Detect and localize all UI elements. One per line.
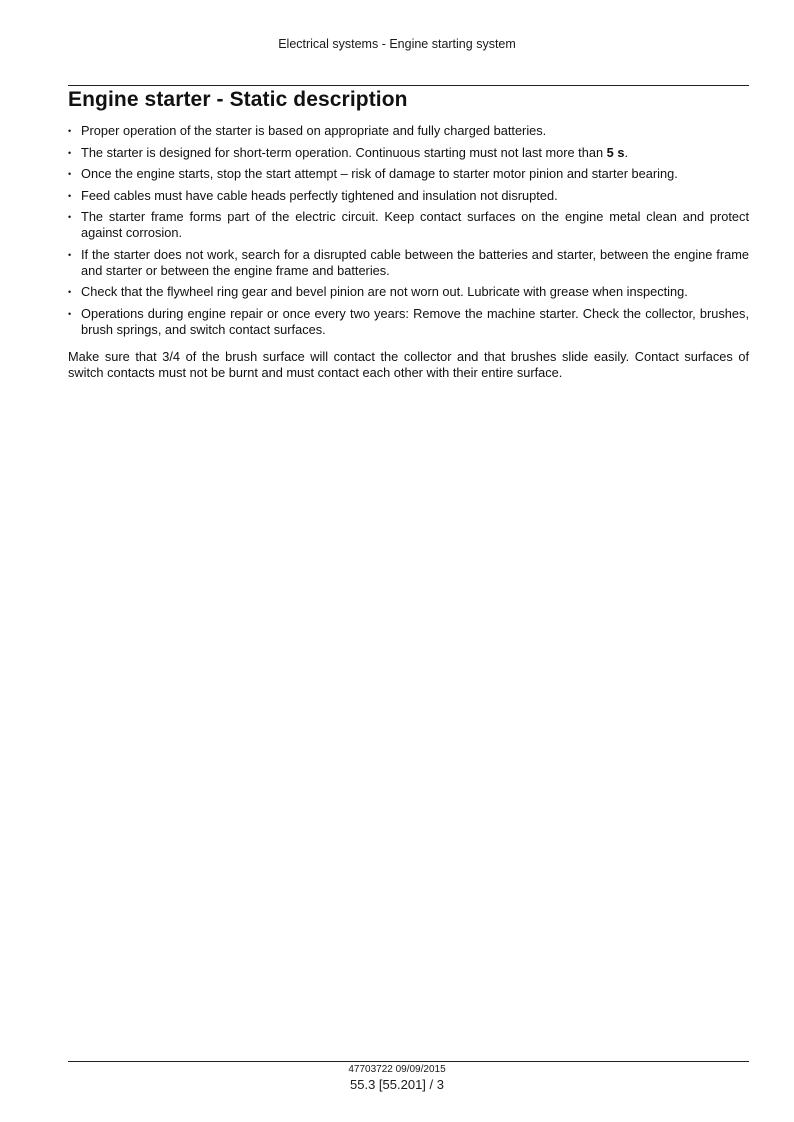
- bullet-text-end: .: [624, 144, 628, 160]
- bullet-emphasis: 5 s: [606, 144, 625, 160]
- bullet-icon: •: [68, 190, 72, 201]
- bullet-icon: •: [68, 126, 72, 136]
- bullet-item: [68, 247, 749, 279]
- bullet-icon: •: [68, 212, 72, 222]
- running-header: Electrical systems - Engine starting system: [278, 37, 516, 51]
- bullet-text: Check that the flywheel ring gear and bevel pinion are not worn out. Lubricate with grease when inspecting.: [81, 284, 688, 299]
- bullet-text: Proper operation of the starter is based on appropriate and fully charged batteries.: [81, 123, 547, 138]
- bullet-icon: •: [68, 147, 72, 158]
- bullet-text: The starter frame forms part of the electric circuit. Keep contact surfaces on the engine metal clean and protect against corrosion.: [81, 209, 749, 240]
- bullet-list: [68, 123, 749, 338]
- bullet-text: Feed cables must have cable heads perfectly tightened and insulation not disrupted.: [81, 187, 558, 203]
- body-content: [68, 123, 749, 381]
- bullet-icon: •: [68, 169, 72, 179]
- document-code: 47703722 09/09/2015: [348, 1064, 446, 1075]
- closing-paragraph: Make sure that 3/4 of the brush surface will contact the collector and that brushes slide easily. Contact surfaces of switch contacts must not be burnt and must contact each other with their entire surface.: [68, 348, 749, 380]
- bullet-text: Once the engine starts, stop the start attempt – risk of damage to starter motor pinion and starter bearing.: [81, 166, 678, 181]
- bullet-item: [68, 209, 749, 241]
- page-number: 55.3 [55.201] / 3: [350, 1077, 444, 1092]
- bullet-icon: •: [68, 287, 72, 297]
- footer-divider: [68, 1061, 749, 1062]
- bullet-item: [68, 188, 749, 204]
- bullet-item: [68, 306, 749, 338]
- bullet-item: [68, 284, 749, 300]
- bullet-item: [68, 123, 749, 139]
- bullet-text: If the starter does not work, search for a disrupted cable between the batteries and starter, between the engine frame and starter or between the engine frame and batteries.: [81, 246, 749, 278]
- header-divider: [68, 85, 749, 86]
- bullet-text: The starter is designed for short-term operation. Continuous starting must not last more than: [81, 144, 607, 160]
- bullet-text: Operations during engine repair or once every two years: Remove the machine starter. Check the collector, brushes, brush springs, and switch contact surfaces.: [81, 305, 749, 337]
- bullet-icon: •: [68, 249, 72, 260]
- section-title: Engine starter - Static description: [68, 88, 408, 111]
- bullet-icon: •: [68, 308, 72, 319]
- bullet-item: [68, 145, 749, 161]
- bullet-item: [68, 166, 749, 182]
